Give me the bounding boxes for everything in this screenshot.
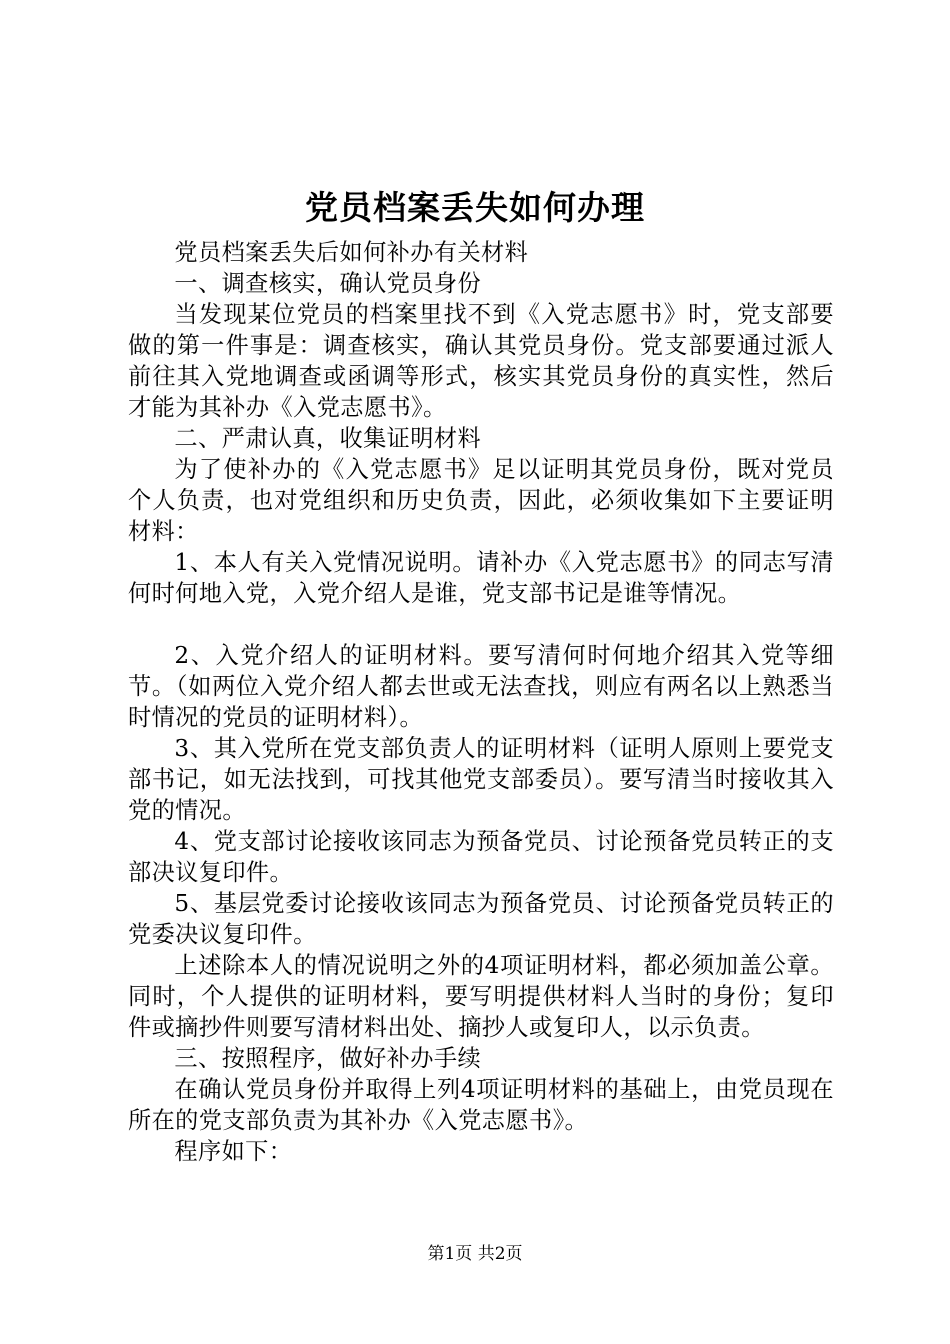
paragraph: 当发现某位党员的档案里找不到《入党志愿书》时，党支部要做的第一件事是：调查核实，确认其党员身份。党支部要通过派人前往其入党地调查或函调等形式，核实其党员身份的真实性，然后才能为其补办《入党志愿书》。 [128,301,834,421]
paragraph: 程序如下： [174,1138,293,1165]
list-item: 3、其入党所在党支部负责人的证明材料（证明人原则上要党支部书记，如无法找到，可找其他党支部委员）。要写清当时接收其入党的情况。 [128,735,834,824]
paragraph: 上述除本人的情况说明之外的4项证明材料，都必须加盖公章。同时，个人提供的证明材料，要写明提供材料人当时的身份；复印件或摘抄件则要写清材料出处、摘抄人或复印人，以示负责。 [128,952,834,1041]
list-item: 4、党支部讨论接收该同志为预备党员、讨论预备党员转正的支部决议复印件。 [128,828,834,886]
paragraph: 在确认党员身份并取得上列4项证明材料的基础上，由党员现在所在的党支部负责为其补办《入党志愿书》。 [128,1076,834,1134]
document-title: 党员档案丢失如何办理 [305,188,645,227]
document-body [128,237,834,1167]
list-item: 5、基层党委讨论接收该同志为预备党员、讨论预备党员转正的党委决议复印件。 [128,890,834,948]
paragraph: 为了使补办的《入党志愿书》足以证明其党员身份，既对党员个人负责，也对党组织和历史负责，因此，必须收集如下主要证明材料： [128,456,834,545]
section-heading: 一、调查核实，确认党员身份 [174,270,482,297]
list-item: 2、入党介绍人的证明材料。要写清何时何地介绍其入党等细节。（如两位入党介绍人都去世或无法查找，则应有两名以上熟悉当时情况的党员的证明材料）。 [128,642,834,731]
paragraph: 党员档案丢失后如何补办有关材料 [174,239,529,266]
page-footer: 第1页 共2页 [427,1244,523,1264]
section-heading: 三、按照程序，做好补办手续 [174,1045,482,1072]
list-item: 1、本人有关入党情况说明。请补办《入党志愿书》的同志写清何时何地入党，入党介绍人是谁，党支部书记是谁等情况。 [128,549,834,607]
section-heading: 二、严肃认真，收集证明材料 [174,425,482,452]
